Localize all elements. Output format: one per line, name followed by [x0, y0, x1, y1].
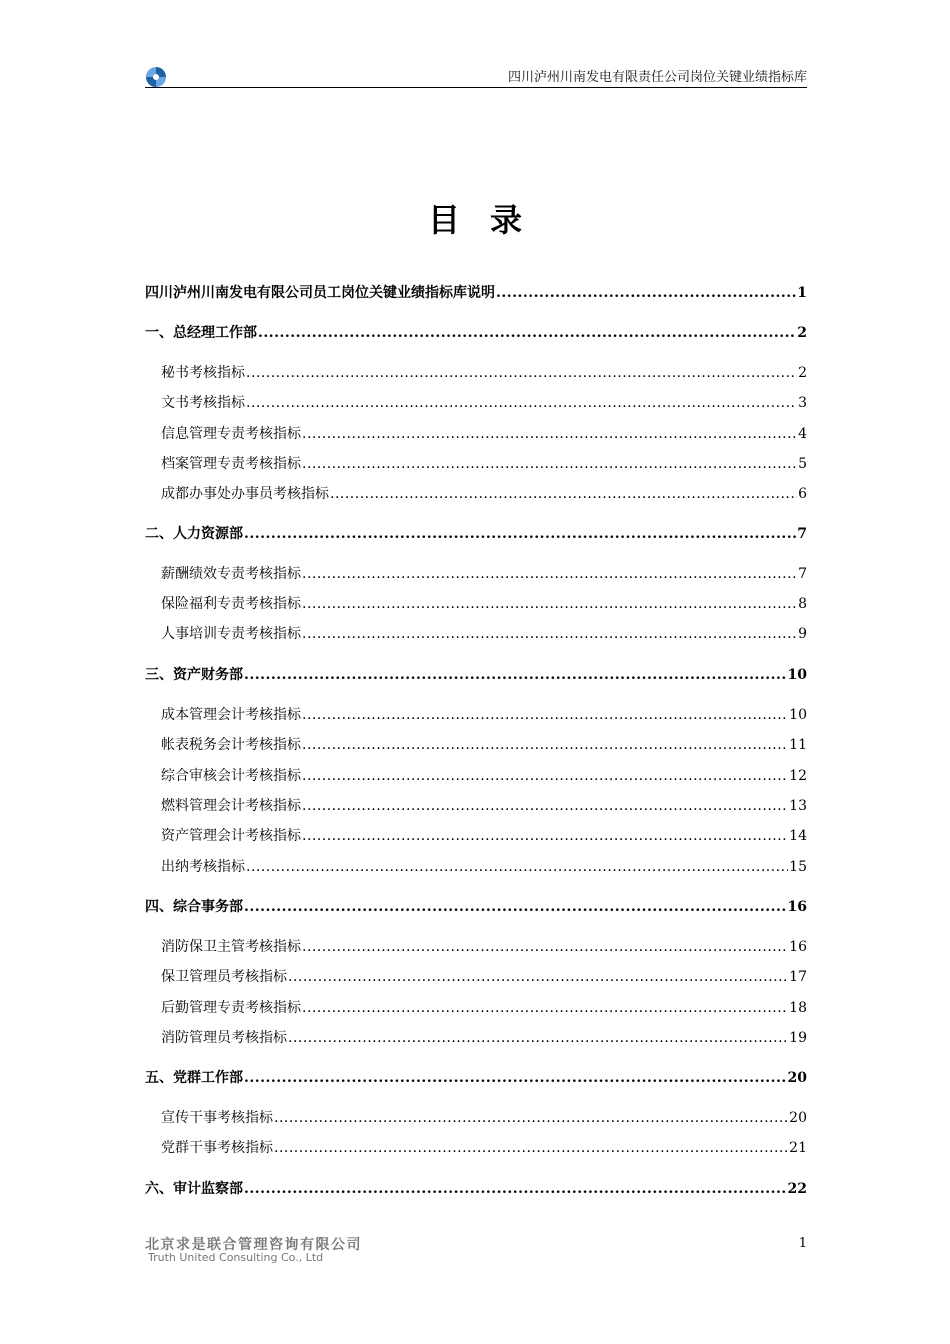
toc-entry-page: 1 — [797, 285, 807, 301]
toc-dot-leader — [302, 737, 788, 753]
toc-entry-label: 三、资产财务部 — [145, 667, 243, 683]
toc-dot-leader — [246, 395, 797, 411]
toc-section-entry[interactable] — [145, 1067, 807, 1091]
toc-subsection-entry[interactable] — [145, 1137, 807, 1161]
toc-entry-page: 7 — [798, 566, 807, 582]
toc-section-entry[interactable] — [145, 282, 807, 306]
toc-entry-page: 3 — [798, 395, 807, 411]
toc-entry-label: 二、人力资源部 — [145, 526, 243, 542]
footer-company-en: Truth United Consulting Co., Ltd — [148, 1251, 324, 1264]
toc-entry-page: 19 — [789, 1030, 807, 1046]
toc-dot-leader — [246, 365, 797, 381]
footer-page-number: 1 — [798, 1236, 807, 1251]
toc-entry-page: 6 — [798, 486, 807, 502]
toc-entry-label: 四、综合事务部 — [145, 899, 243, 915]
toc-dot-leader — [274, 1140, 788, 1156]
toc-subsection-entry[interactable] — [145, 765, 807, 789]
toc-subsection-entry[interactable] — [145, 966, 807, 990]
toc-subsection-entry[interactable] — [145, 734, 807, 758]
toc-entry-label: 一、总经理工作部 — [145, 325, 257, 341]
toc-entry-page: 10 — [787, 667, 807, 683]
toc-subsection-entry[interactable] — [145, 623, 807, 647]
toc-entry-label: 秘书考核指标 — [161, 365, 245, 381]
toc-dot-leader — [302, 566, 797, 582]
toc-dot-leader — [330, 486, 797, 502]
toc-entry-page: 20 — [789, 1110, 807, 1126]
toc-dot-leader — [302, 456, 797, 472]
toc-dot-leader — [302, 426, 797, 442]
toc-section-entry[interactable] — [145, 523, 807, 547]
toc-dot-leader — [302, 768, 788, 784]
toc-entry-page: 8 — [798, 596, 807, 612]
toc-subsection-entry[interactable] — [145, 1027, 807, 1051]
toc-entry-page: 5 — [798, 456, 807, 472]
toc-entry-label: 党群干事考核指标 — [161, 1140, 273, 1156]
toc-entry-label: 消防管理员考核指标 — [161, 1030, 287, 1046]
toc-subsection-entry[interactable] — [145, 704, 807, 728]
toc-dot-leader — [244, 667, 787, 683]
toc-entry-page: 7 — [797, 526, 807, 542]
toc-entry-label: 帐表税务会计考核指标 — [161, 737, 301, 753]
toc-dot-leader — [244, 1181, 787, 1197]
toc-entry-label: 保卫管理员考核指标 — [161, 969, 287, 985]
toc-subsection-entry[interactable] — [145, 453, 807, 477]
toc-dot-leader — [244, 899, 787, 915]
toc-entry-page: 2 — [798, 365, 807, 381]
company-logo-icon — [145, 66, 167, 88]
toc-subsection-entry[interactable] — [145, 825, 807, 849]
toc-entry-page: 16 — [789, 939, 807, 955]
toc-entry-page: 15 — [789, 859, 807, 875]
toc-subsection-entry[interactable] — [145, 593, 807, 617]
toc-dot-leader — [302, 596, 797, 612]
toc-subsection-entry[interactable] — [145, 936, 807, 960]
toc-entry-page: 9 — [798, 626, 807, 642]
toc-subsection-entry[interactable] — [145, 856, 807, 880]
toc-entry-label: 宣传干事考核指标 — [161, 1110, 273, 1126]
toc-subsection-entry[interactable] — [145, 483, 807, 507]
toc-dot-leader — [302, 828, 788, 844]
toc-entry-page: 22 — [787, 1181, 807, 1197]
toc-entry-page: 12 — [789, 768, 807, 784]
toc-dot-leader — [244, 526, 796, 542]
toc-entry-label: 消防保卫主管考核指标 — [161, 939, 301, 955]
toc-section-entry[interactable] — [145, 1178, 807, 1202]
footer-company-cn: 北京求是联合管理咨询有限公司 — [145, 1237, 362, 1253]
toc-subsection-entry[interactable] — [145, 997, 807, 1021]
toc-entry-page: 20 — [787, 1070, 807, 1086]
toc-entry-label: 成都办事处办事员考核指标 — [161, 486, 329, 502]
toc-dot-leader — [258, 325, 796, 341]
toc-dot-leader — [244, 1070, 787, 1086]
toc-entry-label: 人事培训专责考核指标 — [161, 626, 301, 642]
header-divider — [145, 87, 807, 88]
toc-entry-page: 14 — [789, 828, 807, 844]
toc-entry-label: 出纳考核指标 — [161, 859, 245, 875]
toc-entry-page: 13 — [789, 798, 807, 814]
toc-entry-label: 后勤管理专责考核指标 — [161, 1000, 301, 1016]
page-header — [145, 62, 807, 88]
toc-dot-leader — [288, 969, 788, 985]
toc-subsection-entry[interactable] — [145, 362, 807, 386]
toc-dot-leader — [302, 1000, 788, 1016]
toc-subsection-entry[interactable] — [145, 795, 807, 819]
toc-section-entry[interactable] — [145, 664, 807, 688]
toc-section-entry[interactable] — [145, 322, 807, 346]
toc-dot-leader — [274, 1110, 788, 1126]
toc-entry-label: 保险福利专责考核指标 — [161, 596, 301, 612]
toc-entry-label: 燃料管理会计考核指标 — [161, 798, 301, 814]
toc-dot-leader — [246, 859, 788, 875]
toc-entry-page: 2 — [797, 325, 807, 341]
toc-entry-label: 文书考核指标 — [161, 395, 245, 411]
toc-entry-label: 四川泸州川南发电有限公司员工岗位关键业绩指标库说明 — [145, 285, 495, 301]
toc-entry-label: 资产管理会计考核指标 — [161, 828, 301, 844]
toc-entry-label: 薪酬绩效专责考核指标 — [161, 566, 301, 582]
toc-dot-leader — [496, 285, 796, 301]
toc-entry-label: 档案管理专责考核指标 — [161, 456, 301, 472]
toc-subsection-entry[interactable] — [145, 1107, 807, 1131]
toc-subsection-entry[interactable] — [145, 392, 807, 416]
toc-entry-label: 五、党群工作部 — [145, 1070, 243, 1086]
toc-entry-page: 4 — [798, 426, 807, 442]
toc-entry-page: 18 — [789, 1000, 807, 1016]
toc-dot-leader — [288, 1030, 788, 1046]
toc-subsection-entry[interactable] — [145, 563, 807, 587]
page-footer — [145, 1232, 807, 1272]
toc-entry-label: 成本管理会计考核指标 — [161, 707, 301, 723]
toc-dot-leader — [302, 939, 788, 955]
toc-section-entry[interactable] — [145, 896, 807, 920]
toc-entry-label: 信息管理专责考核指标 — [161, 426, 301, 442]
toc-entry-label: 综合审核会计考核指标 — [161, 768, 301, 784]
toc-entry-page: 10 — [789, 707, 807, 723]
toc-entry-page: 11 — [789, 737, 807, 753]
toc-dot-leader — [302, 798, 788, 814]
toc-entry-page: 16 — [787, 899, 807, 915]
toc-dot-leader — [302, 707, 788, 723]
toc-subsection-entry[interactable] — [145, 423, 807, 447]
toc-entry-page: 21 — [789, 1140, 807, 1156]
toc-dot-leader — [302, 626, 797, 642]
header-title: 四川泸州川南发电有限责任公司岗位关键业绩指标库 — [507, 70, 807, 85]
toc-entry-label: 六、审计监察部 — [145, 1181, 243, 1197]
toc-entry-page: 17 — [789, 969, 807, 985]
toc-title: 目录 — [427, 201, 552, 239]
